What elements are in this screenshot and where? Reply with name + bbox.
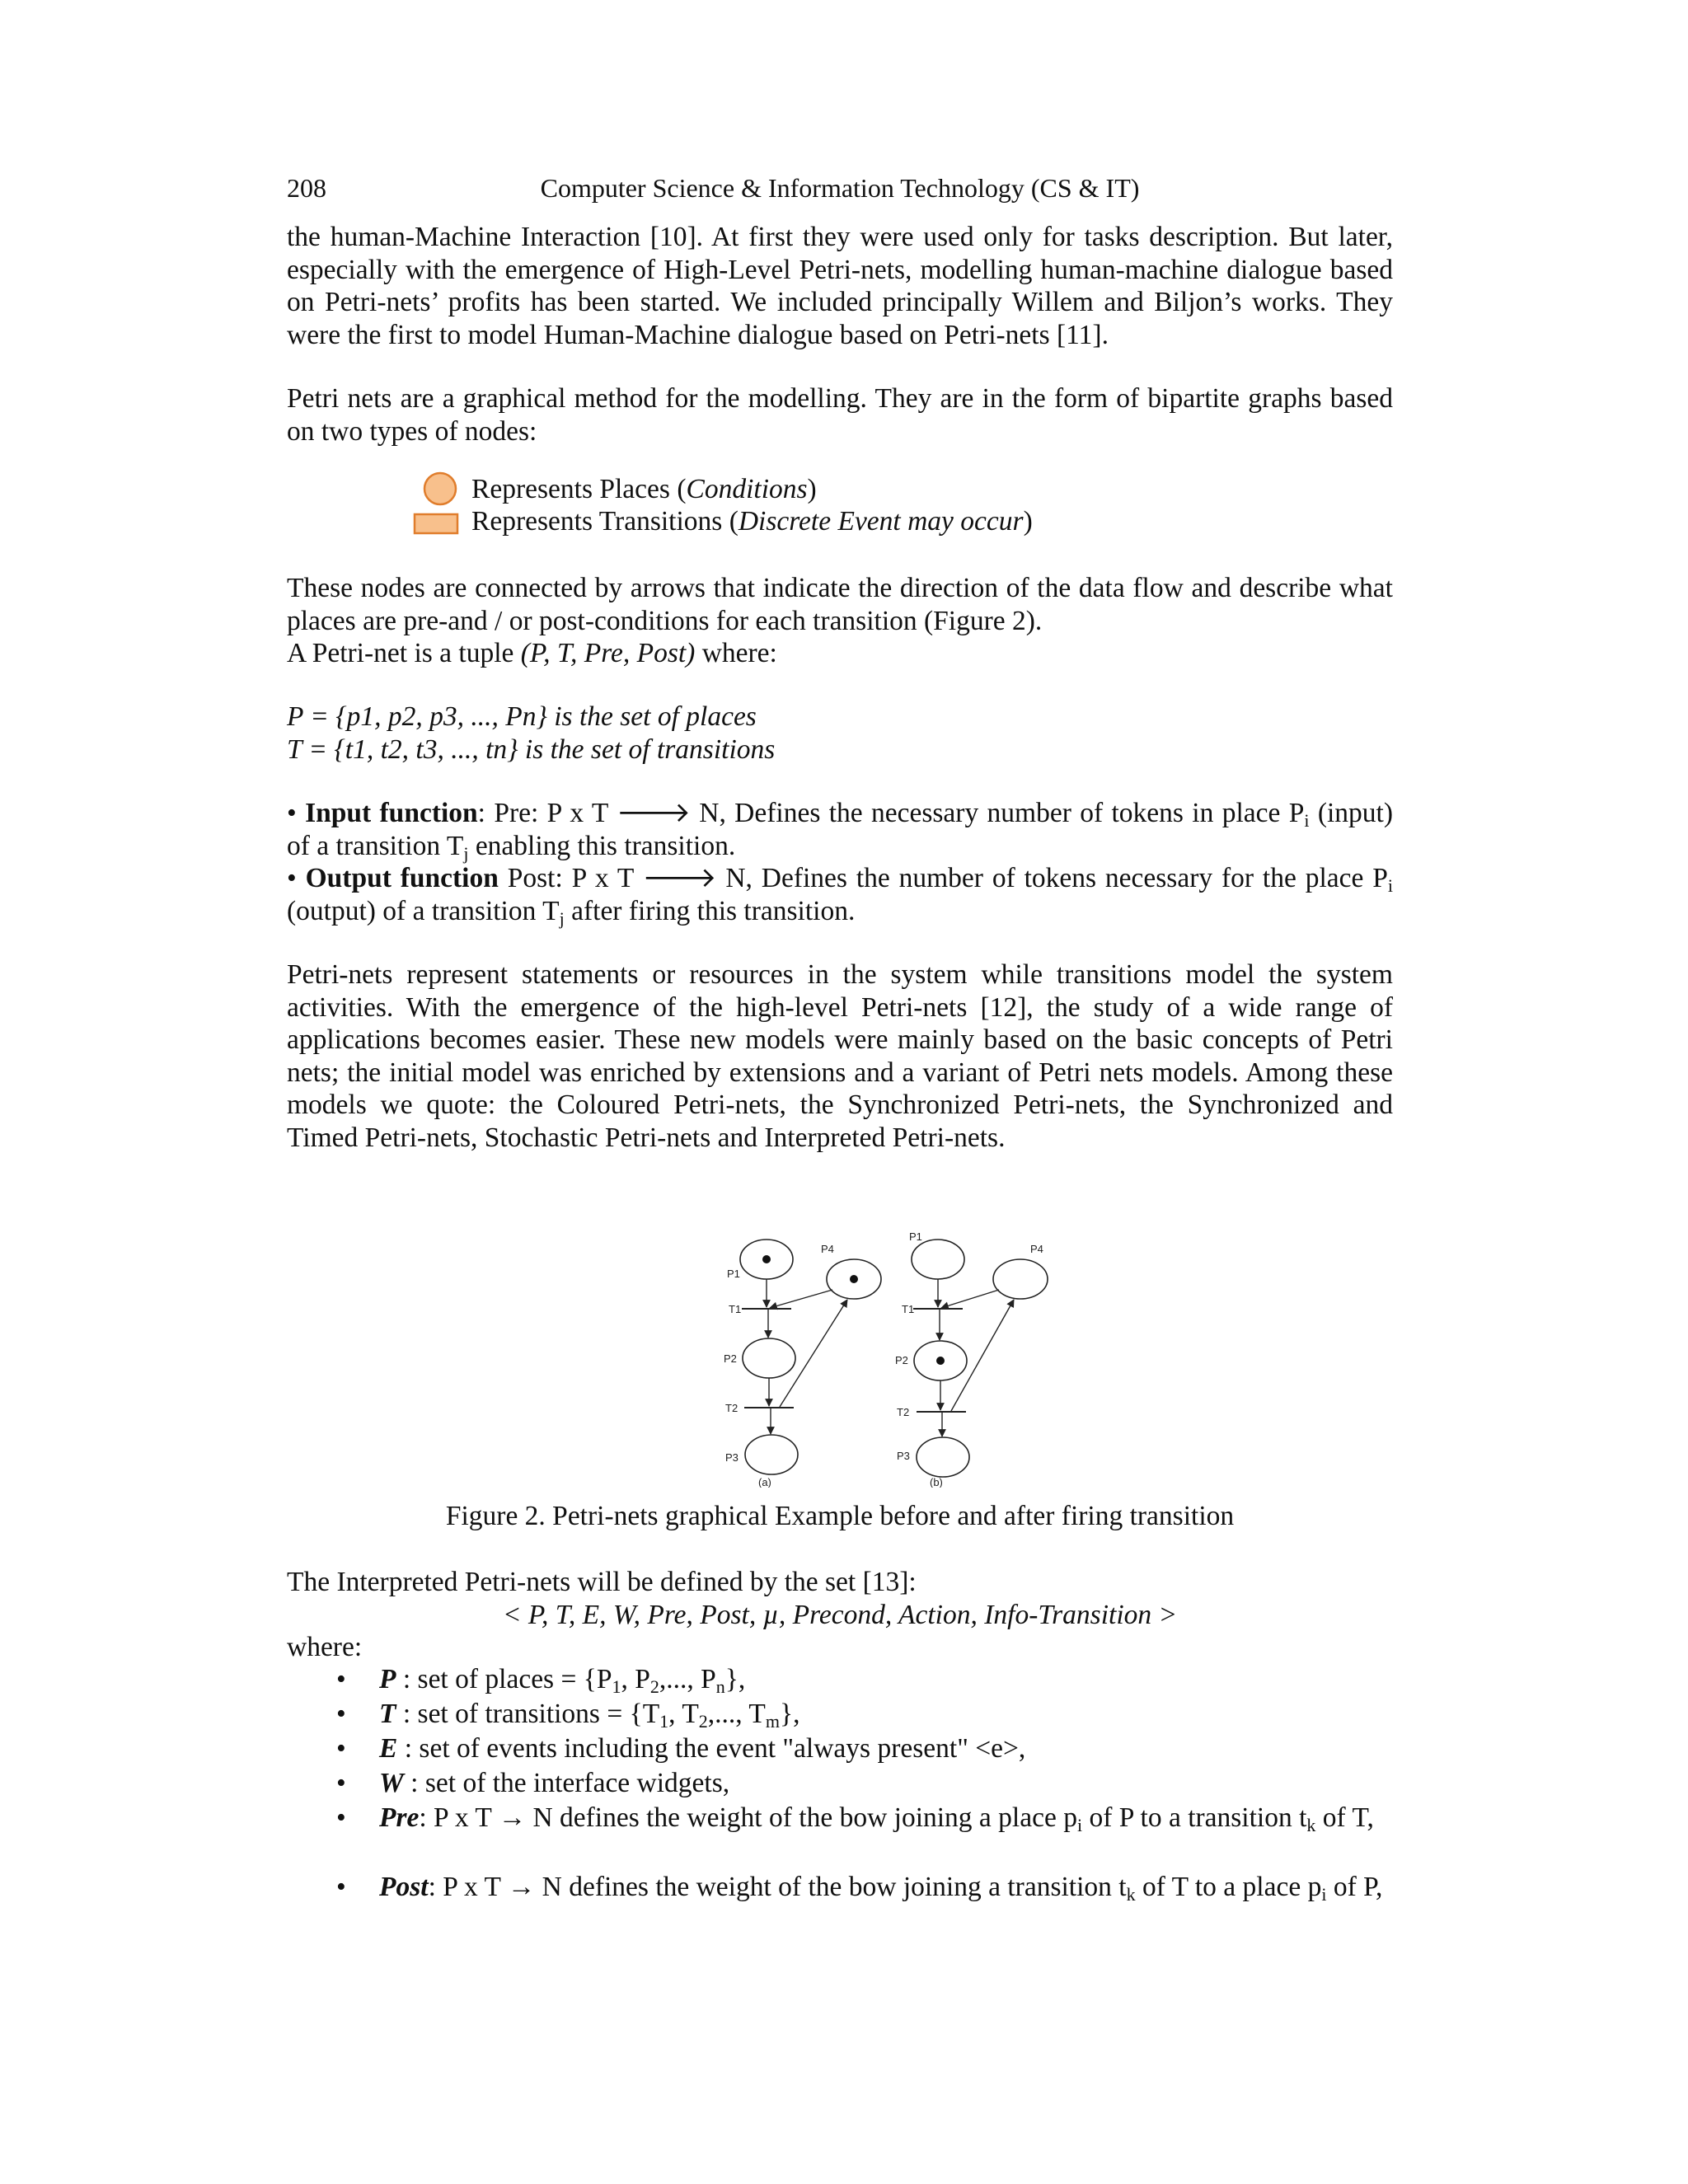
input-function: • Input function: Pre: P x T 🡒 N, Defines the necessary number of tokens in place $P_i$ (input) of a transition $T_j$ enabling this transition.	[287, 798, 1394, 864]
label-p2-a: P2	[724, 1352, 737, 1365]
place-p3-a	[745, 1435, 798, 1474]
transition-rect	[415, 514, 457, 533]
token-p1-a	[762, 1255, 771, 1263]
label-t2-a: T2	[725, 1402, 738, 1414]
set-transitions: T = {t1, t2, t3, ..., tn} is the set of transitions	[287, 733, 776, 765]
place-p3-b	[917, 1437, 969, 1477]
arc-p4-t1-b	[941, 1290, 999, 1308]
sublabel-a: (a)	[758, 1476, 771, 1488]
paragraph-high-level-nets: Petri-nets represent statements or resources in the system while transitions model the system activities. With the emergence of the high-level Petri-nets [12], the study of a wide range of applications becomes easier. These new models were mainly based on the basic concepts of Petri nets; the initial model was enriched by extensions and a variant of Petri nets models. Among these models we quote: the Coloured Petri-nets, the Synchronized Petri-nets, the Synchronized and Timed Petri-nets, Stochastic Petri-nets and Interpreted Petri-nets.	[287, 959, 1393, 1153]
paragraph-petri-definition: Petri nets are a graphical method for the modelling. They are in the form of bipartite graphs based on two types of nodes:	[287, 383, 1393, 447]
definition-item-pre: • Pre: P x T → N defines the weight of the bow joining a place $p_i$ of P to a transition $t_k$ of T,	[336, 1802, 1374, 1835]
figure-caption: Figure 2. Petri-nets graphical Example before and after firing transition	[445, 1501, 1235, 1531]
function-definitions	[287, 797, 1393, 927]
definition-item-p: • P : set of places = {$P_1$, $P_2$,..., $P_n$},	[336, 1664, 746, 1697]
petri-net-a	[724, 1240, 881, 1488]
definition-item-e: • E : set of events including the event "always present" <e>,	[336, 1733, 1026, 1764]
output-function: • Output function Post: P x T 🡒 N, Defines the number of tokens necessary for the place $P_i$ (output) of a transition $T_j$ after firing this transition.	[287, 863, 1393, 929]
sublabel-b: (b)	[930, 1476, 943, 1488]
tuple-intro: A Petri-net is a tuple (P, T, Pre, Post) where:	[287, 638, 777, 668]
interpreted-tuple: < P, T, E, W, Pre, Post, µ, Precond, Action, Info-Transition >	[502, 1599, 1178, 1630]
interpreted-petri-nets	[287, 1566, 1393, 1664]
label-p1-b: P1	[909, 1230, 922, 1243]
label-p4-b: P4	[1030, 1243, 1043, 1255]
page-number: 208	[287, 173, 326, 203]
place-p1-b	[912, 1240, 964, 1279]
transition-rectangle-icon	[412, 506, 462, 539]
place-circle-icon	[419, 471, 462, 507]
place-circle	[424, 473, 456, 504]
definition-item-post: • Post: P x T → N defines the weight of the bow joining a transition $t_k$ of T to a place $p_i$ of P,	[336, 1872, 1383, 1905]
where-label: where:	[287, 1632, 363, 1662]
place-p4-b	[993, 1259, 1048, 1299]
definition-list	[287, 1663, 1393, 1943]
token-p4-a	[850, 1275, 858, 1283]
label-p2-b: P2	[895, 1354, 908, 1366]
journal-title: Computer Science & Information Technology (CS & IT)	[540, 173, 1140, 203]
place-p2-a	[743, 1338, 795, 1378]
label-p1-a: P1	[727, 1268, 740, 1280]
paragraph-intro: the human-Machine Interaction [10]. At first they were used only for tasks description. But later, especially with the emergence of High-Level Petri-nets, modelling human-machine dialogue based on Petri-nets’ profits has been started. We included principally Willem and Biljon’s works. They were the first to model Human-Machine dialogue based on Petri-nets [11].	[287, 222, 1393, 350]
label-p4-a: P4	[821, 1243, 834, 1255]
petri-net-figure	[709, 1216, 1080, 1488]
label-t1-b: T1	[902, 1303, 915, 1315]
definition-item-w: • W : set of the interface widgets,	[336, 1768, 730, 1798]
page-header	[287, 173, 1393, 209]
interpreted-intro: The Interpreted Petri-nets will be defined by the set [13]:	[287, 1567, 917, 1597]
definition-item-t: • T : set of transitions = {$T_1$, $T_2$,..., $T_m$},	[336, 1699, 800, 1732]
set-places: P = {p1, p2, p3, ..., Pn} is the set of places	[287, 701, 757, 732]
label-t1-a: T1	[729, 1303, 742, 1315]
label-p3-a: P3	[725, 1451, 738, 1464]
arc-p4-t1-a	[770, 1290, 832, 1308]
label-t2-b: T2	[897, 1406, 910, 1418]
document-page: 208 Computer Science & Information Technology (CS & IT) the human-Machine Interaction [10]. At first they were used only for tasks description. But later, especially with the emergence of High-Level Petri-nets, modelling human-machine dialogue based on Petri-nets’ profits has been started. We included principally Willem and Biljon’s works. They were the first to model Human-Machine dialogue based on Petri-nets [11]. Petri nets are a graphical method for the modelling. They are in the form of bipartite graphs based on two types of nodes: Represents Places (Conditions) Represents Transitions (Discrete Event may occur) These nodes are connected by arrows that indicate the direction of the data flow and describe what places are pre-and / or post-conditions for each transition (Figure 2). A Petri-net is a tuple (P, T, Pre, Post) where: P = {p1, p2, p3, ..., Pn} is the set of places T = {t1, t2, t3, ..., tn} is the set of transitions • Input function: Pre: P x T 🡒 N, Defines the necessary number of tokens in place $P_i$ (input) of a transition $T_j$ enabling this transition. • Output function Post: P x T 🡒 N, Defines the number of tokens necessary for the place $P_i$ (output) of a transition $T_j$ after firing this transition. Petri-nets represent statements or resources in the system while transitions model the system activities. With the emergence of the high-level Petri-nets [12], the study of a wide range of applications becomes easier. These new models were mainly based on the basic concepts of Petri nets; the initial model was enriched by extensions and a variant of Petri nets models. Among these models we quote: the Coloured Petri-nets, the Synchronized Petri-nets, the Synchronized and Timed Petri-nets, Stochastic Petri-nets and Interpreted Petri-nets. P1 P4 T1 P2 T2 P3 (a) P1 P4 T1 P2 T2 P3 (b) Figure 2. Petri-nets graphical Example before and after firing transition The Interpreted Petri-nets will be defined by the set [13]: < P, T, E, W, Pre, Post, µ, Precond, Action, Info-Transition > where: • P : set of places = {$P_1$, $P_2$,..., $P_n$}, • T : set of transitions = {$T_1$, $T_2$,..., $T_m$}, • E : set of events including the event "always present" <e>, • W : set of the interface widgets, • Pre: P x T → N defines the weight of the bow joining a place $p_i$ of P to a transition $t_k$ of T, • Post: P x T → N defines the weight of the bow joining a transition $t_k$ of T to a place $p_i$ of P,	[0, 0, 1688, 2184]
petri-net-b	[895, 1230, 1048, 1488]
label-p3-b: P3	[897, 1450, 910, 1462]
paragraph-nodes-connection: These nodes are connected by arrows that indicate the direction of the data flow and describe what places are pre-and / or post-conditions for each transition (Figure 2). A Petri-net is a tuple (P, T, Pre, Post) where:	[287, 573, 1393, 668]
set-definitions	[287, 701, 1393, 766]
token-p2-b	[936, 1357, 945, 1365]
